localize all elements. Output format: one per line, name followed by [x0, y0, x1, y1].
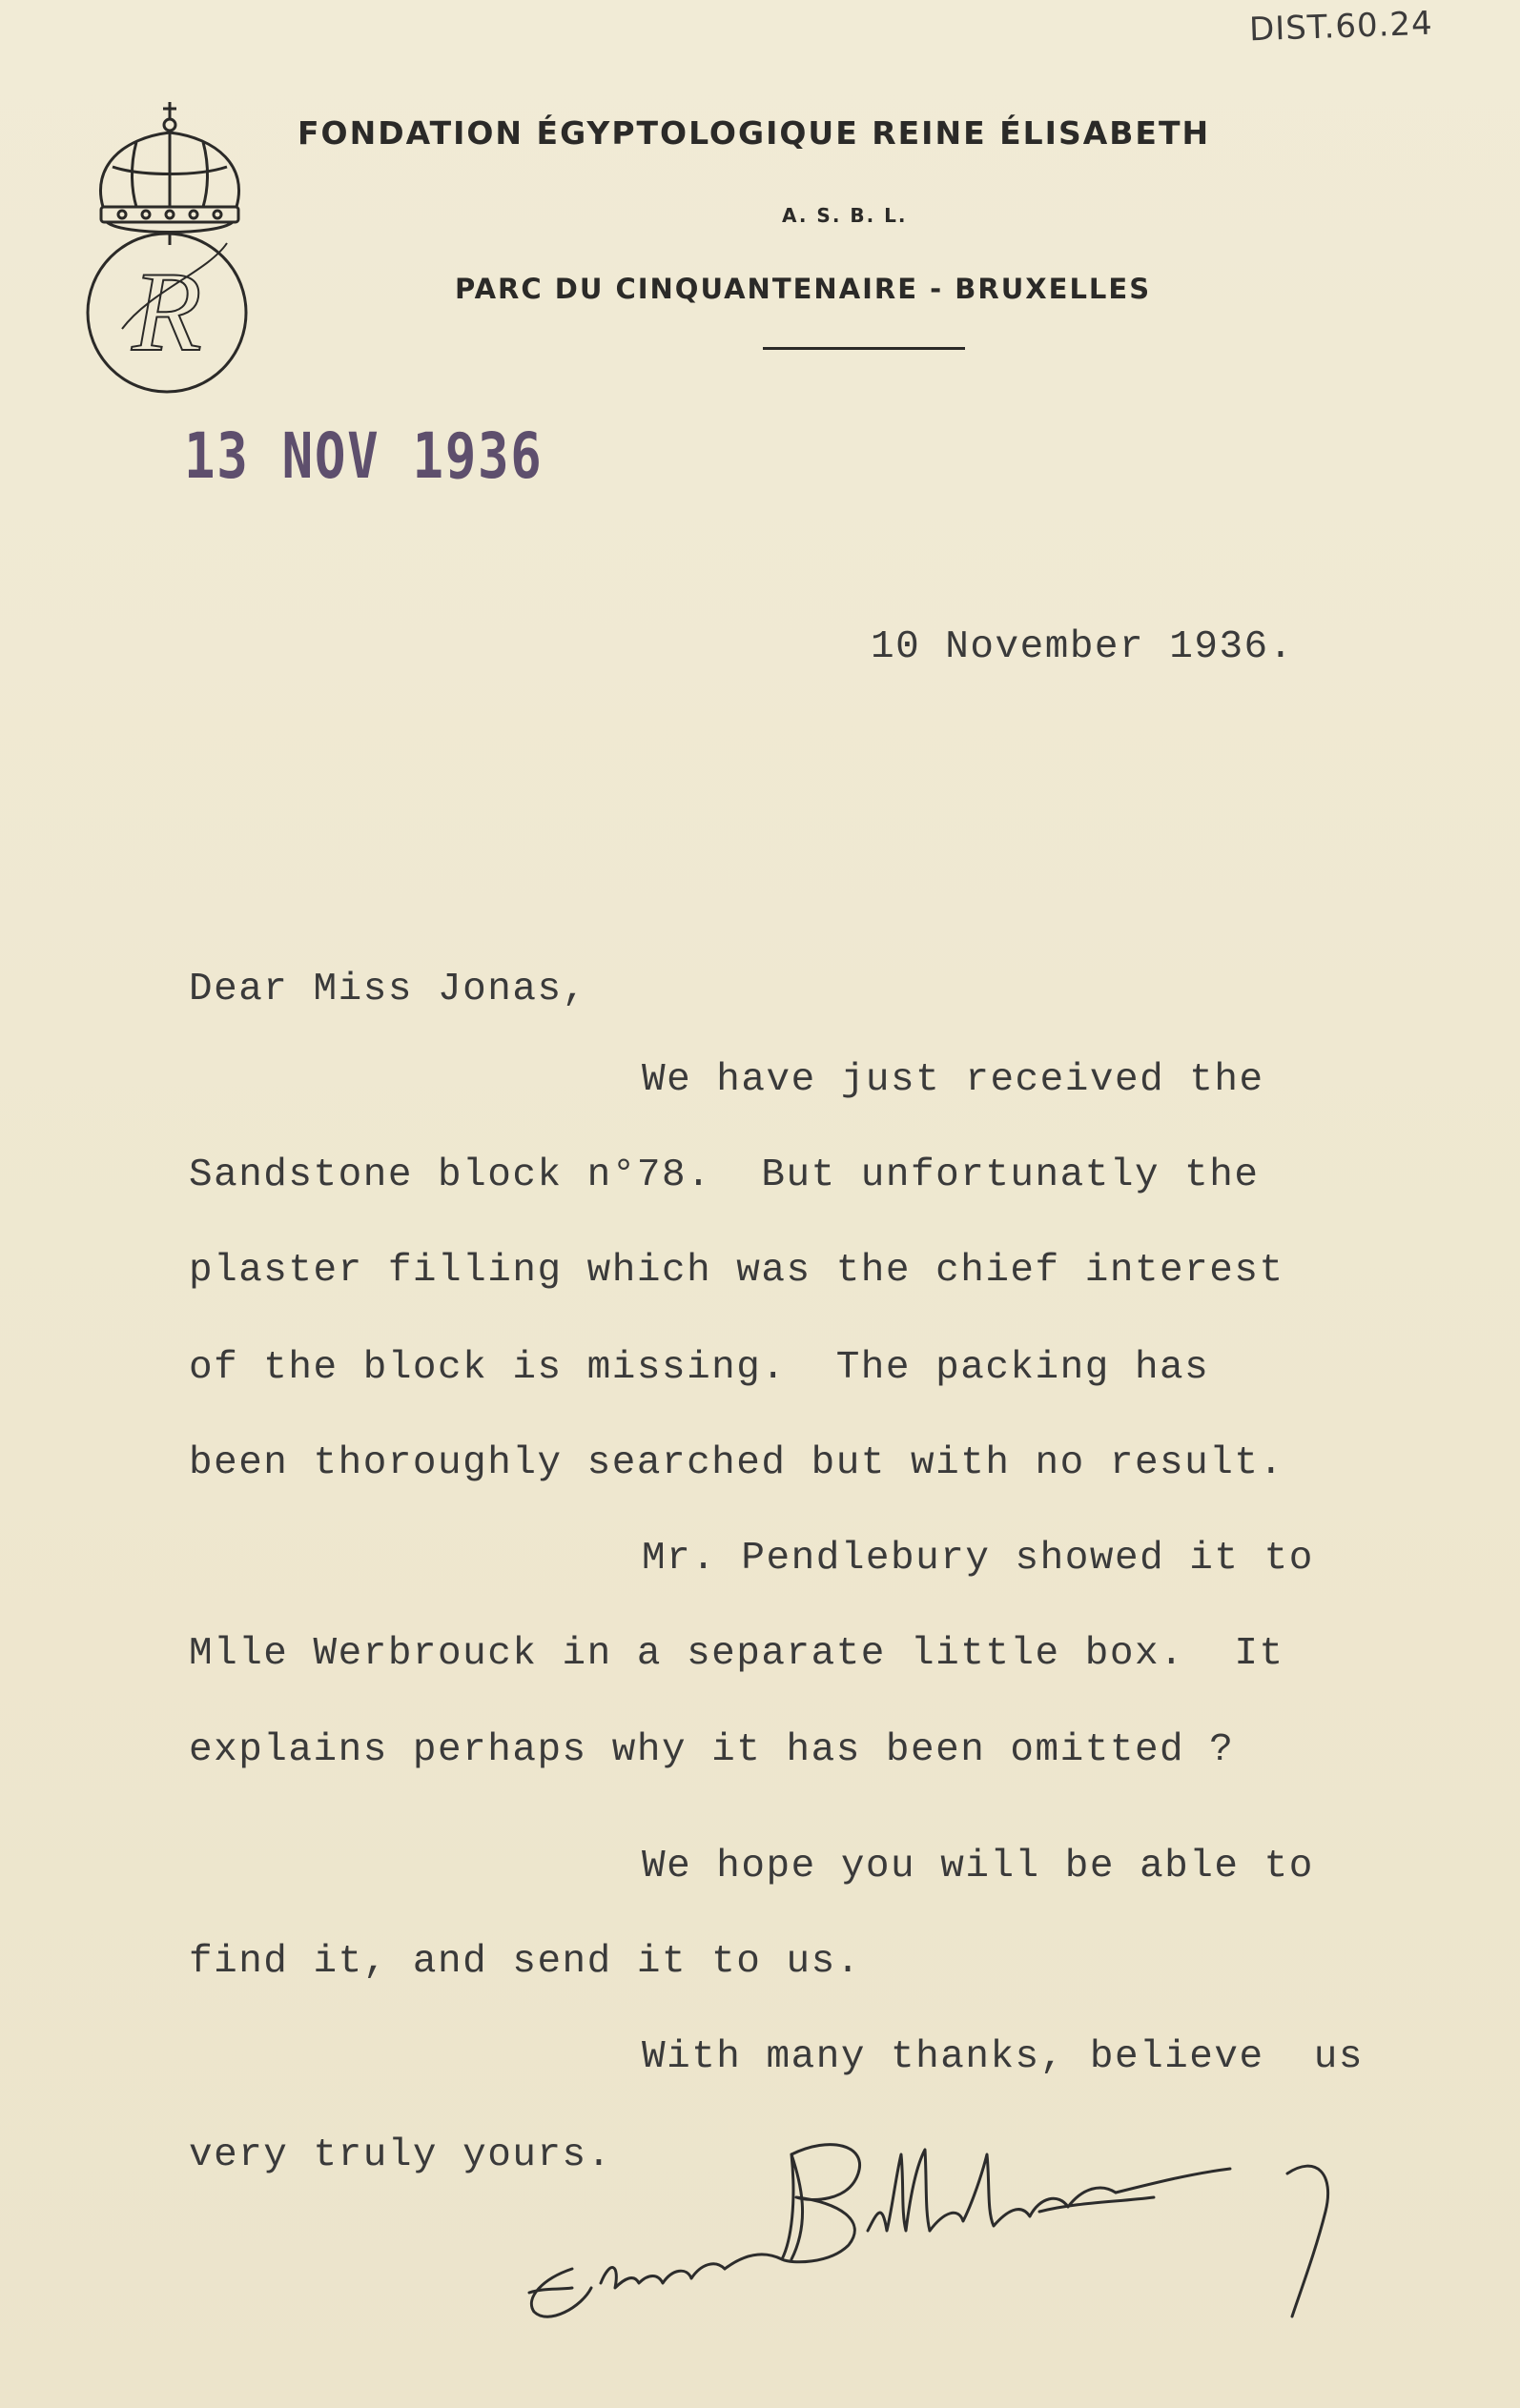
- handwritten-signature: [505, 2097, 1383, 2336]
- closing: very truly yours.: [189, 2133, 612, 2177]
- body-line: been thoroughly searched but with no result.: [189, 1441, 1284, 1485]
- body-line: Sandstone block n°78. But unfortunatly the: [189, 1153, 1260, 1197]
- crest-emblem: [84, 100, 256, 400]
- header-rule: [763, 347, 965, 350]
- body-line: find it, and send it to us.: [189, 1940, 861, 1984]
- salutation: Dear Miss Jonas,: [189, 968, 587, 1011]
- body-line: plaster filling which was the chief interest: [189, 1249, 1284, 1293]
- foundation-name: FONDATION ÉGYPTOLOGIQUE REINE ÉLISABETH: [298, 114, 1211, 152]
- body-line: explains perhaps why it has been omitted ?: [189, 1728, 1235, 1772]
- legal-form: A. S. B. L.: [782, 204, 908, 227]
- body-line: With many thanks, believe us: [642, 2035, 1365, 2079]
- foundation-address: PARC DU CINQUANTENAIRE - BRUXELLES: [455, 273, 1152, 305]
- body-line: Mlle Werbrouck in a separate little box. It: [189, 1632, 1284, 1676]
- body-line: Mr. Pendlebury showed it to: [642, 1537, 1314, 1581]
- crown-icon: [100, 102, 238, 245]
- body-line: We hope you will be able to: [642, 1845, 1314, 1888]
- letter-date: 10 November 1936.: [871, 625, 1294, 669]
- received-date-stamp: 13 NOV 1936: [184, 419, 544, 493]
- body-line: of the block is missing. The packing has: [189, 1346, 1210, 1390]
- monogram-letter: R: [132, 248, 202, 375]
- archive-reference: DIST.60.24: [1248, 4, 1434, 50]
- body-line: We have just received the: [642, 1058, 1264, 1102]
